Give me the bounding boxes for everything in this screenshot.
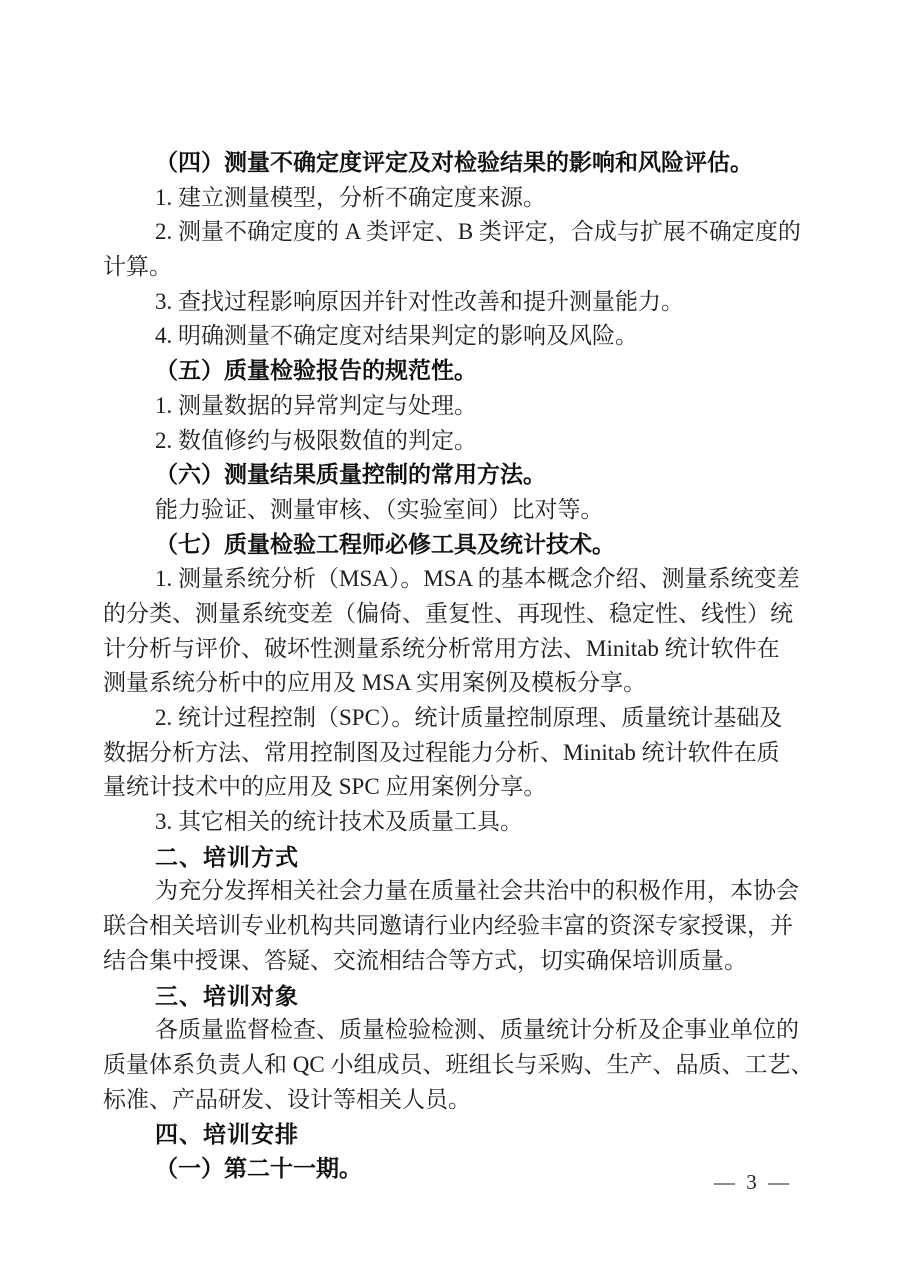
heading-item-7: （七）质量检验工程师必修工具及统计技术。 — [155, 531, 615, 557]
body-line: 1. 建立测量模型，分析不确定度来源。 — [155, 184, 546, 210]
body-line: 2. 测量不确定度的 A 类评定、B 类评定，合成与扩展不确定度的 — [155, 219, 801, 245]
body-line: 2. 数值修约与极限数值的判定。 — [155, 427, 477, 453]
body-line: 各质量监督检查、质量检验检测、质量统计分析及企事业单位的 — [155, 1017, 799, 1043]
body-line: 的分类、测量系统变差（偏倚、重复性、再现性、稳定性、线性）统 — [103, 600, 793, 626]
page-number: — 3 — — [714, 1170, 792, 1194]
body-line: 量统计技术中的应用及 SPC 应用案例分享。 — [103, 774, 547, 800]
heading-session-21: （一）第二十一期。 — [155, 1155, 362, 1181]
body-line: 测量系统分析中的应用及 MSA 实用案例及模板分享。 — [103, 670, 647, 696]
body-line: 2. 统计过程控制（SPC）。统计质量控制原理、质量统计基础及 — [155, 705, 783, 730]
body-line: 4. 明确测量不确定度对结果判定的影响及风险。 — [155, 323, 638, 349]
body-line: 3. 其它相关的统计技术及质量工具。 — [155, 809, 523, 835]
heading-training-audience: 三、培训对象 — [155, 982, 299, 1009]
body-line: 1. 测量系统分析（MSA）。MSA 的基本概念介绍、测量系统变差 — [155, 566, 800, 592]
body-line: 联合相关培训专业机构共同邀请行业内经验丰富的资深专家授课，并 — [103, 913, 793, 939]
heading-training-method: 二、培训方式 — [155, 843, 299, 870]
body-line: 能力验证、测量审核、（实验室间）比对等。 — [155, 496, 604, 522]
heading-item-5: （五）质量检验报告的规范性。 — [155, 358, 477, 384]
body-line: 标准、产品研发、设计等相关人员。 — [103, 1086, 471, 1112]
heading-training-schedule: 四、培训安排 — [155, 1121, 299, 1148]
heading-item-6: （六）测量结果质量控制的常用方法。 — [155, 462, 546, 488]
body-line: 结合集中授课、答疑、交流相结合等方式，切实确保培训质量。 — [103, 947, 747, 973]
body-line: 质量体系负责人和 QC 小组成员、班组长与采购、生产、品质、工艺、 — [103, 1051, 814, 1077]
body-line: 1. 测量数据的异常判定与处理。 — [155, 392, 477, 418]
body-line: 数据分析方法、常用控制图及过程能力分析、Minitab 统计软件在质 — [103, 739, 780, 765]
document-body — [103, 146, 814, 1187]
body-line: 3. 查找过程影响原因并针对性改善和提升测量能力。 — [155, 288, 684, 314]
body-line: 为充分发挥相关社会力量在质量社会共治中的积极作用，本协会 — [155, 878, 799, 904]
body-line: 计分析与评价、破坏性测量系统分析常用方法、Minitab 统计软件在 — [103, 635, 780, 661]
body-line: 计算。 — [103, 254, 172, 280]
heading-item-4: （四）测量不确定度评定及对检验结果的影响和风险评估。 — [155, 150, 753, 175]
